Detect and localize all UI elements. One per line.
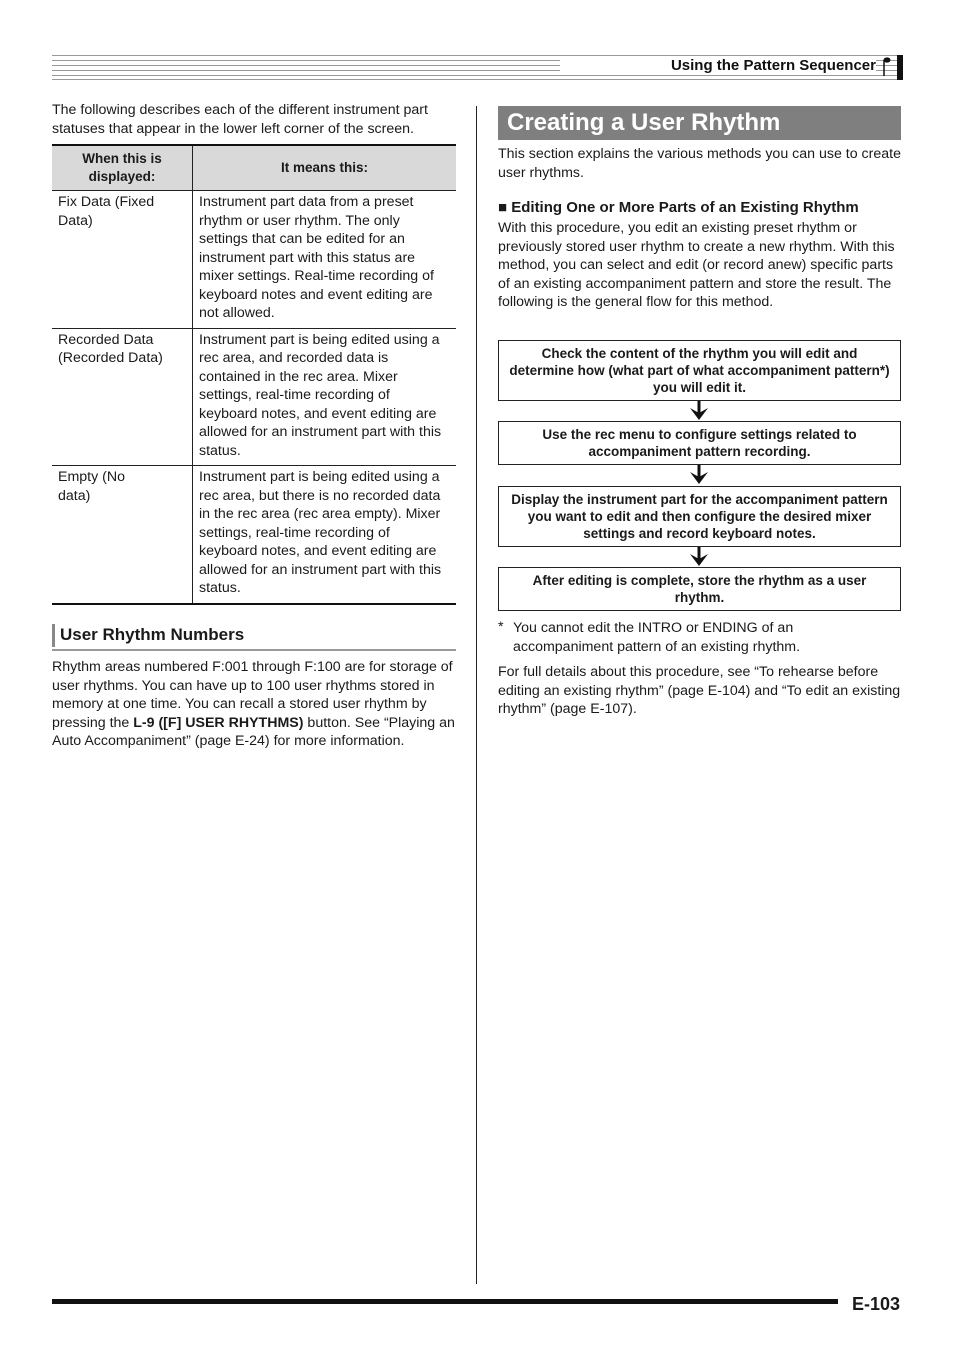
table-header-displayed: When this is displayed: bbox=[52, 145, 193, 191]
status-table bbox=[52, 144, 456, 605]
page-number: E-103 bbox=[852, 1294, 901, 1314]
footnote-text: You cannot edit the INTRO or ENDING of an accompaniment pattern of an existing rhythm. bbox=[513, 620, 801, 655]
section-title: User Rhythm Numbers bbox=[60, 625, 245, 644]
table-row bbox=[52, 328, 456, 466]
flow-step-3: Display the instrument part for the accompaniment pattern you want to edit and then configure the desired mixer settings and record keyboard notes. bbox=[498, 486, 901, 547]
flow-step-2: Use the rec menu to configure settings related to accompaniment pattern recording. bbox=[498, 421, 901, 465]
down-arrow-icon bbox=[689, 547, 709, 567]
heading-accent-bar bbox=[52, 624, 55, 647]
footer-rule bbox=[52, 1299, 838, 1304]
right-intro-paragraph: This section explains the various methods you can use to create user rhythms. bbox=[498, 146, 901, 181]
flow-step-4: After editing is complete, store the rhythm as a user rhythm. bbox=[498, 567, 901, 611]
table-row bbox=[52, 191, 456, 329]
table-cell-display: Recorded Data (Recorded Data) bbox=[52, 328, 193, 466]
footnote-marker: * bbox=[498, 619, 504, 635]
down-arrow-icon bbox=[689, 401, 709, 421]
section-title: Creating a User Rhythm bbox=[507, 109, 781, 136]
flow-step-1: Check the content of the rhythm you will edit and determine how (what part of what accompaniment pattern*) you will edit it. bbox=[498, 340, 901, 401]
table-header-meaning: It means this: bbox=[193, 145, 457, 191]
details-paragraph: For full details about this procedure, see “To rehearse before editing an existing rhythm” (page E-104) and “To edit an existing rhythm” (page E-107). bbox=[498, 664, 901, 718]
section-heading-creating-user-rhythm bbox=[498, 106, 901, 140]
table-cell-display: Fix Data (Fixed Data) bbox=[52, 191, 193, 329]
intro-paragraph: The following describes each of the different instrument part statuses that appear in the lower left corner of the screen. bbox=[52, 102, 428, 137]
header-tab-bar bbox=[897, 55, 903, 80]
section-heading-user-rhythm-numbers bbox=[52, 623, 456, 651]
subheading-editing-parts: ■ Editing One or More Parts of an Existing Rhythm bbox=[498, 199, 859, 216]
table-cell-meaning: Instrument part data from a preset rhythm or user rhythm. The only settings that can be edited for an instrument part with this status are mixer settings. Real-time recording of keyboard notes and event editing are not allowed. bbox=[193, 191, 457, 329]
down-arrow-icon bbox=[689, 465, 709, 485]
column-divider bbox=[476, 106, 477, 1284]
method-paragraph: With this procedure, you edit an existing preset rhythm or previously stored user rhythm to create a new rhythm. With this method, you can select and edit (or record anew) specific parts of an existing accompaniment pattern and store the result. The following is the general flow for this method. bbox=[498, 220, 895, 311]
music-note-icon bbox=[876, 56, 896, 78]
table-cell-meaning: Instrument part is being edited using a rec area, and recorded data is contained in the rec area. Mixer settings, real-time recording of keyboard notes, and event editing are allowed for an instrument part with this status. bbox=[193, 328, 457, 466]
table-cell-meaning: Instrument part is being edited using a rec area, but there is no recorded data in the rec area (rec area empty). Mixer settings, real-time recording of keyboard notes, and event editing are allowed for an instrument part with this status. bbox=[193, 466, 457, 604]
table-cell-display: Empty (No data) bbox=[52, 466, 193, 604]
user-rhythm-numbers-paragraph: Rhythm areas numbered F:001 through F:100 are for storage of user rhythms. You can have up to 100 user rhythms stored in memory at one time. You can recall a stored user rhythm by pressing the L-9 ([F] USER RHYTHMS) button. See “Playing an Auto Accompaniment” (page E-24) for more information. bbox=[52, 659, 455, 750]
button-reference: L-9 ([F] USER RHYTHMS) bbox=[133, 714, 304, 731]
running-header: Using the Pattern Sequencer bbox=[560, 57, 876, 74]
table-row bbox=[52, 466, 456, 604]
